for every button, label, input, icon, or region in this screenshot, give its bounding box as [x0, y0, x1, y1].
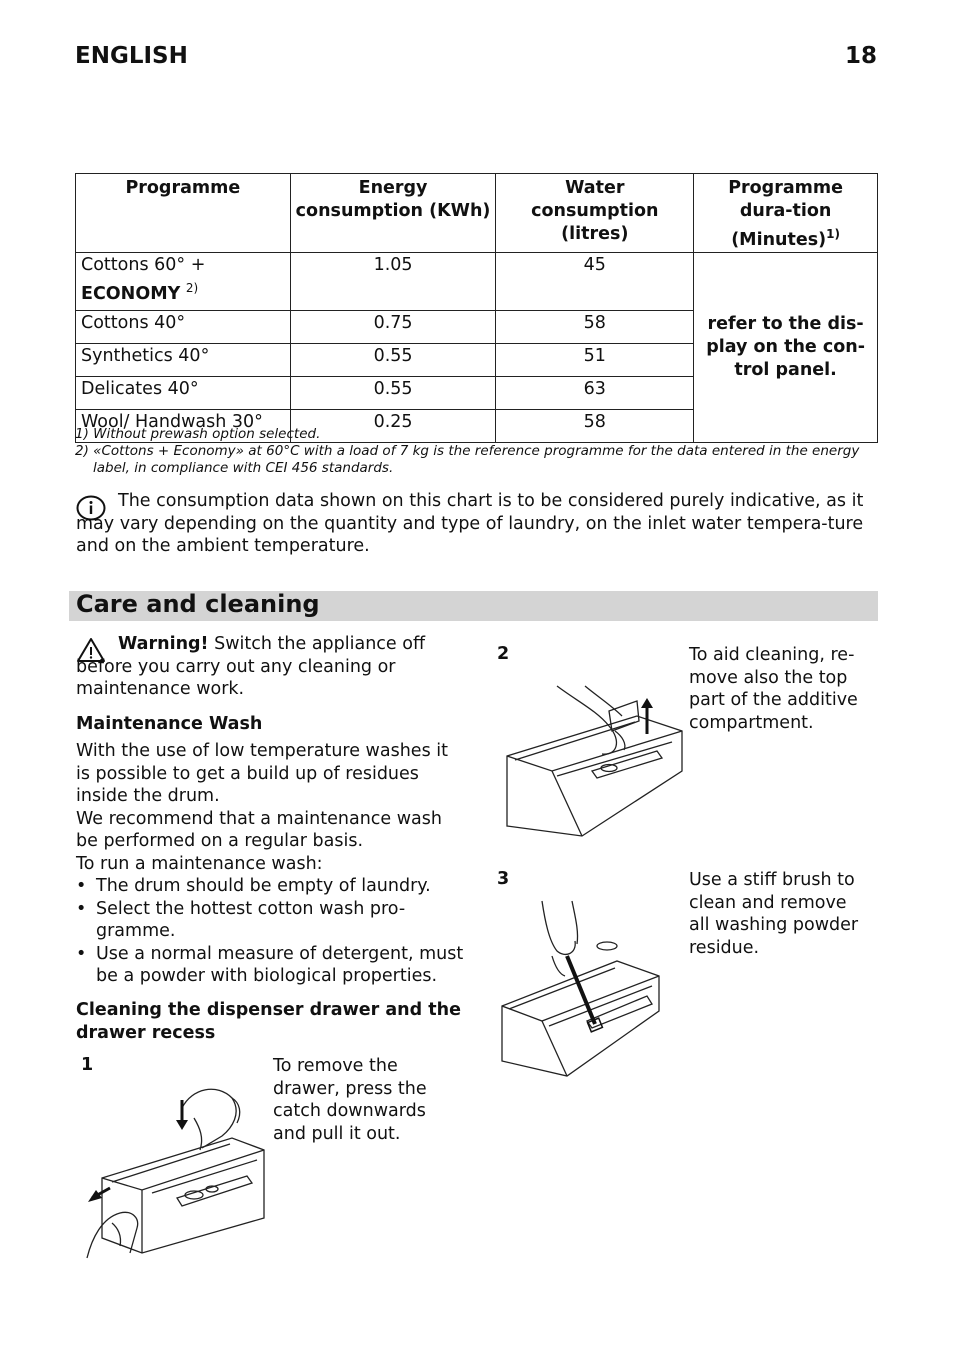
water-cell: 58 — [496, 409, 694, 442]
col-water: Water consumption (litres) — [496, 174, 694, 253]
warning-paragraph — [76, 633, 461, 701]
col-energy: Energy consumption (KWh) — [290, 174, 496, 253]
warning-text: Switch the appliance off before you carry out any cleaning or maintenance work. — [76, 634, 426, 699]
energy-cell: 1.05 — [290, 252, 496, 310]
step-2-illustration — [497, 676, 687, 845]
water-cell: 51 — [496, 343, 694, 376]
table-row — [76, 252, 878, 310]
maintenance-p3: To run a maintenance wash: — [76, 853, 323, 874]
maintenance-p2: We recommend that a maintenance wash be performed on a regular basis. — [76, 808, 442, 851]
footnote-1: 1) Without prewash option selected. — [75, 426, 321, 442]
info-note: The consumption data shown on this chart is to be considered purely indicative, as it may vary depending on the quantity and type of laundry, on the inlet water tempera-ture and on the ambient temperature. — [76, 491, 864, 556]
footnote-2: 2) «Cottons + Economy» at 60°C with a load of 7 kg is the reference programme for the data entered in the energy label, in compliance with CEI 456 standards. — [75, 443, 860, 476]
page-number: 18 — [844, 43, 877, 69]
consumption-table — [75, 173, 878, 443]
step-3-illustration — [497, 896, 667, 1085]
programme-cell: Synthetics 40° — [76, 343, 291, 376]
water-cell: 58 — [496, 310, 694, 343]
step-3-number: 3 — [497, 869, 510, 889]
step-1-illustration — [82, 1078, 272, 1272]
section-title: Care and cleaning — [76, 590, 320, 618]
programme-cell: Cottons 40° — [76, 310, 291, 343]
energy-cell: 0.55 — [290, 376, 496, 409]
step-1-text: To remove the drawer, press the catch downwards and pull it out. — [273, 1056, 427, 1144]
duration-cell: refer to the dis-play on the con-trol panel. — [694, 252, 878, 442]
maintenance-p1: With the use of low temperature washes it is possible to get a build up of residues inside the drum. — [76, 741, 448, 806]
section-language: ENGLISH — [75, 43, 188, 69]
col-programme: Programme — [76, 174, 291, 253]
programme-cell: Wool/ Handwash 30° — [76, 409, 291, 442]
step-2-text: To aid cleaning, re-move also the top part of the additive compartment. — [689, 645, 858, 733]
step-1-number: 1 — [81, 1055, 94, 1075]
water-cell: 63 — [496, 376, 694, 409]
maintenance-heading: Maintenance Wash — [76, 714, 263, 734]
energy-cell: 0.25 — [290, 409, 496, 442]
dispenser-heading: Cleaning the dispenser drawer and the drawer recess — [76, 1000, 461, 1043]
col-duration: Programme dura-tion (Minutes)$^{1)}$ — [694, 174, 878, 253]
programme-cell: Cottons 60° + ECONOMY $^{2)}$ — [76, 252, 291, 310]
energy-cell: 0.75 — [290, 310, 496, 343]
list-item: • Select the hottest cotton wash pro-gramme. — [76, 898, 466, 943]
water-cell: 45 — [496, 252, 694, 310]
list-item: • The drum should be empty of laundry. — [76, 875, 466, 898]
warning-label: Warning! — [118, 634, 209, 654]
programme-cell: Delicates 40° — [76, 376, 291, 409]
maintenance-text — [76, 740, 466, 988]
maintenance-list — [76, 875, 466, 988]
step-2-number: 2 — [497, 644, 510, 664]
table-header-row — [76, 174, 878, 253]
step-3-text: Use a stiff brush to clean and remove all washing powder residue. — [689, 870, 859, 958]
list-item: • Use a normal measure of detergent, must be a powder with biological properties. — [76, 943, 466, 988]
energy-cell: 0.55 — [290, 343, 496, 376]
